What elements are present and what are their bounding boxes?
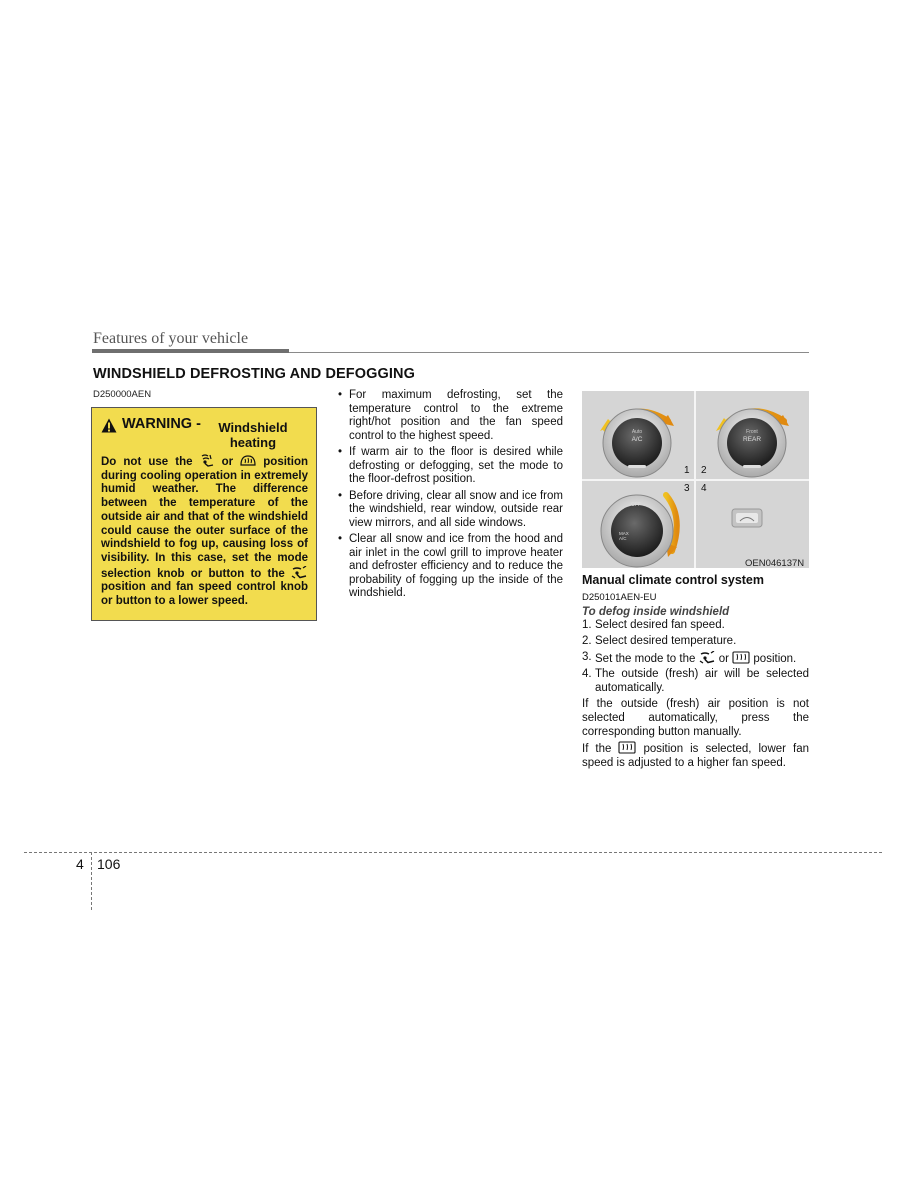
figure-label-4: 4 (701, 483, 707, 494)
paragraph: If the outside (fresh) air position is not selected automatically, press the corresponding button manually. (582, 697, 809, 738)
step-number: 2. (582, 634, 592, 647)
paragraph-text: If the (582, 743, 619, 756)
warning-text (101, 454, 308, 609)
section-code: D250101AEN-EU (582, 592, 657, 603)
warning-box (91, 407, 317, 621)
step-text: position. (750, 652, 797, 665)
knob-3-max-label: MAX A/C (619, 531, 629, 541)
warning-text-part: position and fan speed control knob or button to a lower speed. (101, 581, 308, 608)
list-item-text: Before driving, clear all snow and ice from the windshield, rear window, outside rear view mirrors, and all side windows. (349, 489, 563, 529)
defrost-icon (618, 741, 636, 754)
step-text: or (715, 652, 733, 665)
climate-control-figure (582, 391, 809, 568)
manual-climate-section (582, 573, 809, 773)
step-text: Select desired fan speed. (595, 619, 725, 631)
floor-defrost-mode-icon (291, 566, 308, 579)
warning-text-part: position during cooling operation in extremely humid weather. The difference between the temperature of the outside air and that of the windshield could cause the outer surface of the windshield to fog up, causing loss of visibility. In this case, set the mode selection knob or button to the (101, 456, 308, 580)
paragraph (582, 741, 809, 771)
list-item-text: For maximum defrosting, set the temperature control to the extreme right/hot position and the fan speed control to the highest speed. (349, 389, 563, 442)
knob-2-small-label: Front (746, 429, 758, 435)
steps-list (582, 619, 809, 696)
list-item: • Clear all snow and ice from the hood and air inlet in the cowl grill to improve heater and defroster efficiency and to reduce the probability of fogging up the inside of the windshield. (338, 533, 563, 599)
floor-defrost-mode-icon (699, 651, 716, 664)
warning-text-part: or (214, 456, 241, 468)
page-number: 106 (97, 856, 121, 872)
fan-speed-knob-center (727, 418, 777, 468)
page-heading: WINDSHIELD DEFROSTING AND DEFOGGING (93, 366, 415, 382)
knob-3-off-label: OFF (631, 502, 641, 508)
list-item-text: If warm air to the floor is desired while defrosting or defogging, set the mode to the floor-defrost position. (349, 446, 563, 485)
warning-topic: Windshield heating (218, 420, 288, 450)
step-text: The outside (fresh) air will be selected automatically. (595, 668, 809, 695)
chapter-number: 4 (76, 856, 84, 872)
knob-1-small-label: Auto (631, 429, 643, 435)
knob-1-label: A/C (631, 436, 643, 443)
section-title: Features of your vehicle (93, 330, 249, 347)
section-code: D250000AEN (93, 389, 152, 400)
figure-label-1: 1 (684, 465, 690, 476)
temperature-knob-center (612, 418, 662, 468)
tips-list (338, 389, 563, 604)
warning-text-part: Do not use the (101, 456, 200, 468)
figure-illustration (582, 391, 809, 568)
header-rule-thick (92, 349, 289, 353)
defrost-icon (732, 651, 750, 664)
footer-divider (91, 852, 92, 910)
list-item: • If warm air to the floor is desired while defrosting or defogging, set the mode to the floor-defrost position. (338, 446, 563, 485)
warning-header (101, 416, 308, 454)
header-rule-thin (289, 352, 809, 353)
paragraph-text: position is selected, lower fan speed is adjusted to a higher fan speed. (582, 743, 809, 770)
warning-label: WARNING - (122, 416, 201, 432)
list-item (582, 619, 809, 633)
figure-label-3: 3 (684, 483, 690, 494)
list-item: • For maximum defrosting, set the temperature control to the extreme right/hot position and the fan speed control to the highest speed. (338, 389, 563, 442)
figure-caption: OEN046137N (745, 558, 805, 569)
defrost-icon (240, 454, 256, 467)
step-number: 4. (582, 668, 592, 681)
list-item (582, 635, 809, 649)
knob-2-label: REAR (742, 436, 762, 443)
floor-defrost-icon (200, 454, 215, 467)
section-heading: Manual climate control system (582, 573, 765, 587)
list-item (582, 651, 809, 667)
subsection-heading: To defog inside windshield (582, 606, 730, 618)
figure-label-2: 2 (701, 465, 707, 476)
list-item (582, 668, 809, 696)
footer-rule (24, 852, 882, 853)
step-number: 3. (582, 650, 592, 663)
warning-triangle-icon (101, 418, 117, 433)
step-text: Select desired temperature. (595, 634, 737, 647)
list-item-text: Clear all snow and ice from the hood and air inlet in the cowl grill to improve heater and defroster efficiency and to reduce the probability of fogging up the inside of the windshield. (349, 533, 563, 599)
list-item: • Before driving, clear all snow and ice from the windshield, rear window, outside rear view mirrors, and all side windows. (338, 489, 563, 529)
step-text: Set the mode to the (595, 652, 699, 665)
step-number: 1. (582, 619, 592, 631)
